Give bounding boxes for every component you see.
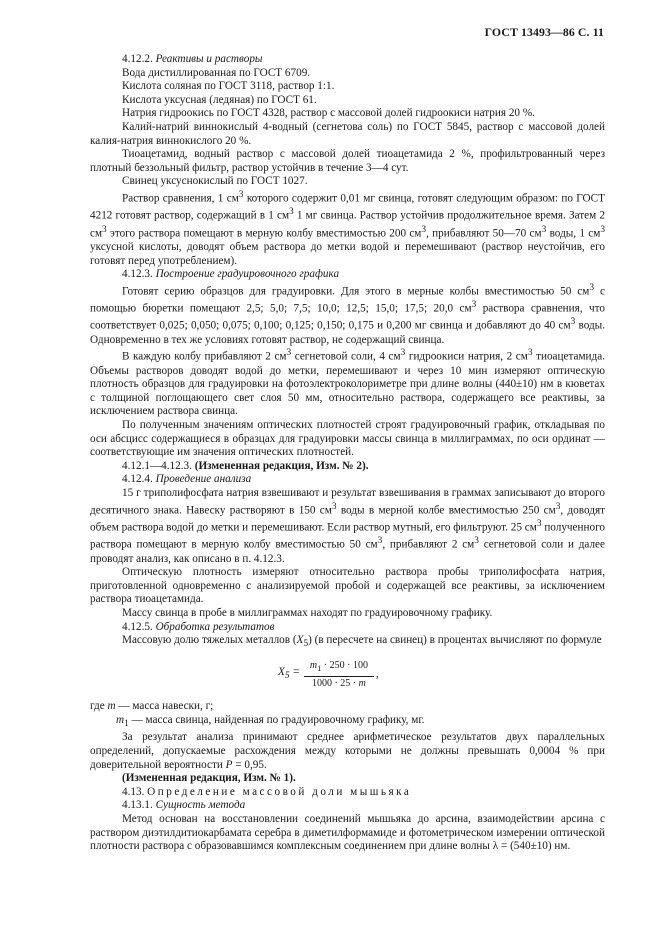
paragraph-m01: За результат анализа принимают среднее арифметическое результатов двух параллельных определений, допускаемые расхождения между которыми не должны превышать 0,0004 % при доверительной вероятности P = 0,95.: [90, 731, 605, 771]
page-content: [90, 53, 605, 854]
paragraph-m02: (Измененная редакция, Изм. № 1).: [122, 772, 296, 785]
paragraph-l16: 15 г триполифосфата натрия взвешивают и результат взвешивания в граммах записывают до второго десятичного знака. Навеску растворяют в 150 $см^3$ воды в мерной колбе вместимостью 250 $см^3$, доводят объем раствора водой до метки и перемешивают. Если раствор мутный, его фильтруют. 25 $см^3$ полученного раствора помещают в мерную колбу вместимостью 50 $см^3$, прибавляют 2 $см^3$ сегнетовой соли и далее проводят анализ, как описано в п. 4.12.3.: [90, 486, 605, 565]
page-header: ГОСТ 13493—86 С. 11: [484, 25, 604, 39]
formula-lhs: $X_5$ =: [278, 666, 300, 682]
paragraph-l02: Вода дистиллированная по ГОСТ 6709.: [122, 66, 311, 79]
definition-d1: где m — масса навески, г;: [90, 699, 214, 712]
paragraph-l03: Кислота соляная по ГОСТ 3118, раствор 1:1.: [122, 80, 335, 93]
paragraph-l08: Свинец уксуснокислый по ГОСТ 1027.: [122, 175, 308, 188]
text-block-top: [90, 53, 605, 652]
paragraph-l13: По полученным значениям оптических плотностей строят градуировочный график, откладывая по оси абсцисс содержащиеся в образцах для градуировки массы свинца в миллиграммах, по оси ординат — соответствующие им значения оптических плотностей.: [90, 418, 605, 459]
formula-x5: [278, 658, 605, 692]
paragraph-l15: 4.12.4. Проведение анализа: [122, 473, 252, 486]
definition-d2: $m_1$ — масса свинца, найденная по градуировочному графику, мг.: [116, 713, 425, 729]
paragraph-l12: В каждую колбу прибавляют 2 $см^3$ сегнетовой соли, 4 $см^3$ гидроокиси натрия, 2 $см^3$ тиоацетамида. Объемы растворов доводят водой до метки, перемешивают и через 10 мин измеряют оптическую плотность образцов для градуировки на фотоэлектроколориметре при длине волны (440±10) нм в кюветах с толщиной поглощающего свет слоя 50 мм, относительно раствора, содержащего все реактивы, за исключением раствора свинца.: [90, 348, 605, 418]
paragraph-l18: Массу свинца в пробе в миллиграммах находят по градуировочному графику.: [122, 606, 493, 619]
formula-denominator: 1000 · 25 · m: [311, 677, 366, 689]
paragraph-l04: Кислота уксусная (ледяная) по ГОСТ 61.: [122, 93, 317, 106]
paragraph-l14: 4.12.1—4.12.3. (Измененная редакция, Изм. № 2).: [122, 459, 369, 472]
formula-definitions: [90, 700, 605, 731]
formula-fraction: [304, 660, 374, 690]
paragraph-l05: Натрия гидроокись по ГОСТ 4328, раствор с массовой долей гидроокиси натрия 20 %.: [122, 107, 535, 120]
paragraph-m03: 4.13. Определение массовой доли мышьяка: [122, 785, 412, 798]
paragraph-l19: 4.12.5. Обработка результатов: [122, 620, 275, 633]
paragraph-l11: Готовят серию образцов для градуировки. Для этого в мерные колбы вместимостью 50 $см^3$ с помощью бюретки помещают 2,5; 5,0; 7,5; 10,0; 12,5; 15,0; 17,5; 20,0 $см^3$ раствора сравнения, что соответствует 0,025; 0,050; 0,075; 0,100; 0,125; 0,150; 0,175 и 0,200 мг свинца и добавляют до 40 $см^3$ воды. Одновременно в тех же условиях готовят раствор, не содержащий свинца.: [90, 282, 605, 346]
paragraph-l01: 4.12.2. Реактивы и растворы: [122, 53, 263, 65]
text-block-bottom: [90, 731, 605, 853]
paragraph-l07: Тиоацетамид, водный раствор с массовой долей тиоацетамида 2 %, профильтрованный через плотный беззольный фильтр, раствор устойчив в течение 3—4 сут.: [90, 148, 605, 174]
paragraph-l17: Оптическую плотность измеряют относительно раствора пробы триполифосфата натрия, приготовленной одновременно с анализируемой пробой и содержащей все реактивы, за исключением раствора тиоацетамида.: [90, 566, 605, 606]
paragraph-l06: Калий-натрий виннокислый 4-водный (сегнетова соль) по ГОСТ 5845, раствор с массовой долей калия-натрия виннокислого 20 %.: [90, 120, 605, 147]
paragraph-l10: 4.12.3. Построение градуировочного графика: [122, 268, 340, 281]
paragraph-l09: Раствор сравнения, 1 $см^3$ которого содержит 0,01 мг свинца, готовят следующим образом: по ГОСТ 4212 готовят раствор, содержащий в 1 $см^3$ 1 мг свинца. Раствор устойчив продолжительное время. Затем 2 $см^3$ этого раствора помещают в мерную колбу вместимостью 200 $см^3$, прибавляют 50—70 $см^3$ воды, 1 $см^3$ уксусной кислоты, доводят объем раствора до метки водой и перемешивают (раствор неустойчив, его готовят перед употреблением).: [90, 189, 606, 267]
paragraph-l20: Массовую долю тяжелых металлов $(X_5)$ (в пересчете на свинец) в процентах вычисляют по формуле: [122, 634, 602, 650]
formula-numerator: $m_1 \cdot 250 \cdot 100$: [304, 660, 374, 677]
formula-tail: ,: [375, 668, 379, 681]
paragraph-m05: Метод основан на восстановлении соединений мышьяка до арсина, взаимодействии арсина с раствором диэтилдитиокарбамата серебра в диметилформамиде и фотометрическом измерении оптической плотности раствора с образовавшимся комплексным соединением при длине волны λ = (540±10) нм.: [90, 812, 605, 853]
paragraph-m04: 4.13.1. Сущность метода: [122, 799, 246, 812]
